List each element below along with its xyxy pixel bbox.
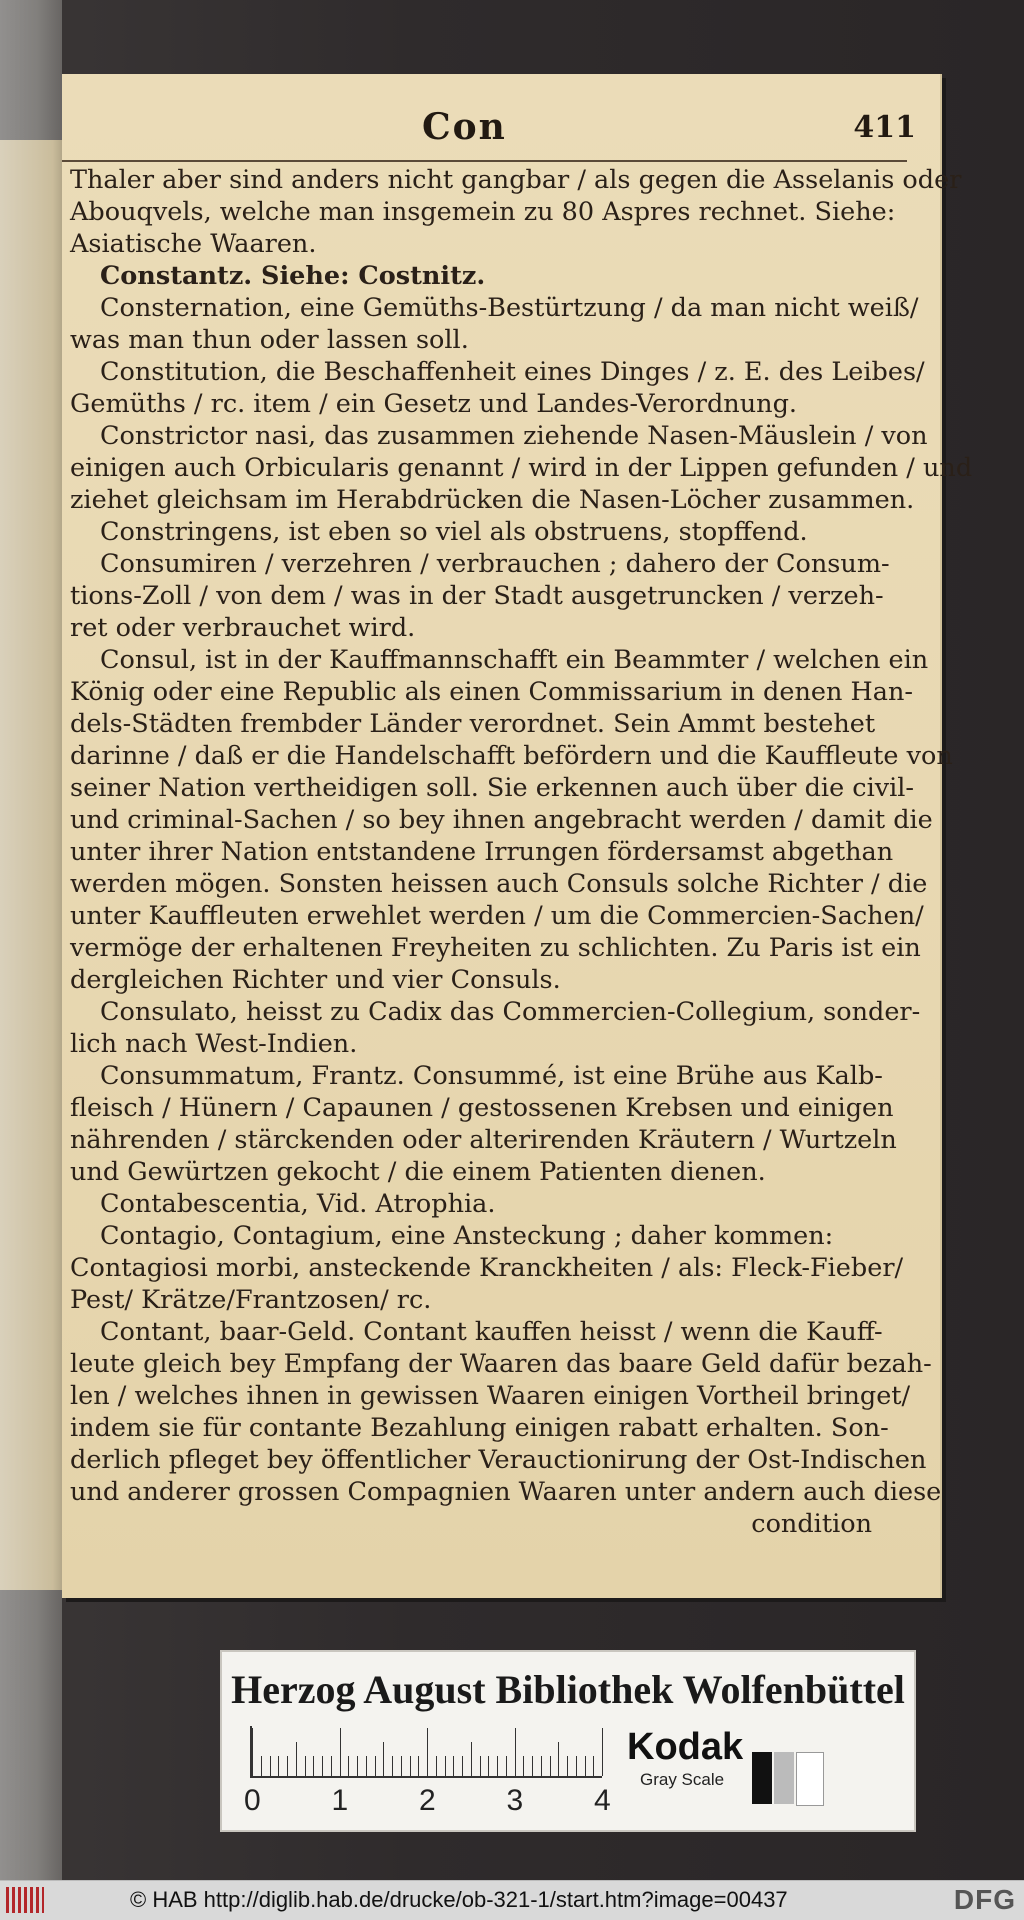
- ruler-tick: [296, 1742, 297, 1776]
- ruler-tick: [375, 1756, 376, 1776]
- text-line: Gemüths / rc. item / ein Gesetz und Landes-Verordnung.: [70, 389, 797, 419]
- text-line: unter ihrer Nation entstandene Irrungen fördersamst abgethan: [70, 837, 894, 867]
- book-page: [62, 74, 973, 1598]
- ruler-tick: [550, 1756, 551, 1776]
- text-line: ziehet gleichsam im Herabdrücken die Nasen-Löcher zusammen.: [70, 485, 915, 515]
- ruler-tick: [252, 1728, 253, 1776]
- text-line: Constringens, ist eben so viel als obstruens, stopffend.: [100, 517, 808, 547]
- text-line: Consummatum, Frantz. Consummé, ist eine Brühe aus Kalb-: [100, 1061, 883, 1091]
- text-line: ret oder verbrauchet wird.: [70, 613, 416, 643]
- text-line: Constantz. Siehe: Costnitz.: [100, 261, 486, 291]
- text-line: leute gleich bey Empfang der Waaren das baare Geld dafür bezah-: [70, 1349, 932, 1379]
- text-line: vermöge der erhaltenen Freyheiten zu schlichten. Zu Paris ist ein: [70, 933, 921, 963]
- ruler-number: 1: [331, 1784, 349, 1817]
- ruler-tick: [480, 1756, 481, 1776]
- ruler-tick: [532, 1756, 533, 1776]
- ruler-number: 3: [506, 1784, 524, 1817]
- ruler-tick: [278, 1756, 279, 1776]
- text-line: und criminal-Sachen / so bey ihnen angebracht werden / damit die: [70, 805, 933, 835]
- ruler-tick: [497, 1756, 498, 1776]
- ruler-tick: [392, 1756, 393, 1776]
- text-line: und Gewürtzen gekocht / die einem Patienten dienen.: [70, 1157, 766, 1187]
- text-line: indem sie für contante Bezahlung einigen rabatt erhalten. Son-: [70, 1413, 889, 1443]
- ruler-tick: [471, 1742, 472, 1776]
- text-line: König oder eine Republic als einen Commissarium in denen Han-: [70, 677, 913, 707]
- ruler-tick: [418, 1756, 419, 1776]
- ruler-tick: [340, 1728, 341, 1776]
- ruler-tick: [270, 1756, 271, 1776]
- text-line: Contabescentia, Vid. Atrophia.: [100, 1189, 496, 1219]
- dfg-logo: DFG: [953, 1884, 1016, 1915]
- ruler-tick: [427, 1728, 428, 1776]
- text-line: seiner Nation vertheidigen soll. Sie erkennen auch über die civil-: [70, 773, 915, 803]
- text-line: unter Kauffleuten erwehlet werden / um die Commercien-Sachen/: [70, 901, 924, 931]
- gray-swatch-black: [752, 1752, 772, 1804]
- ruler-tick: [523, 1756, 524, 1776]
- gray-scale-label: Gray Scale: [640, 1770, 725, 1789]
- ruler-number: 0: [244, 1784, 261, 1817]
- text-line: Contant, baar-Geld. Contant kauffen heisst / wenn die Kauff-: [100, 1317, 883, 1347]
- ruler-tick: [445, 1756, 446, 1776]
- ruler-tick: [331, 1756, 332, 1776]
- text-line: tions-Zoll / von dem / was in der Stadt ausgetruncken / verzeh-: [70, 581, 884, 611]
- text-line: Consumiren / verzehren / verbrauchen ; dahero der Consum-: [100, 549, 890, 579]
- text-line: condition: [751, 1509, 872, 1539]
- text-line: Consulato, heisst zu Cadix das Commercien-Collegium, sonder-: [100, 997, 921, 1027]
- ruler-tick: [567, 1756, 568, 1776]
- ruler-tick: [462, 1756, 463, 1776]
- text-line: fleisch / Hünern / Capaunen / gestossenen Krebsen und einigen: [70, 1093, 894, 1123]
- ruler-tick: [506, 1756, 507, 1776]
- text-line: Abouqvels, welche man insgemein zu 80 Aspres rechnet. Siehe:: [70, 197, 896, 227]
- running-head: Con: [422, 106, 507, 148]
- text-line: Pest/ Krätze/Frantzosen/ rc.: [70, 1285, 432, 1315]
- text-line: Constitution, die Beschaffenheit eines Dinges / z. E. des Leibes/: [100, 357, 925, 387]
- gray-swatch-mid: [774, 1752, 794, 1804]
- viewer-footer: [0, 1880, 1024, 1920]
- ruler-number: 4: [594, 1784, 611, 1817]
- ruler-labels: [244, 1784, 624, 1820]
- text-line: Thaler aber sind anders nicht gangbar / als gegen die Asselanis oder: [70, 165, 962, 195]
- text-line: Constrictor nasi, das zusammen ziehende Nasen-Mäuslein / von: [100, 421, 928, 451]
- ruler-tick: [348, 1756, 349, 1776]
- ruler-tick: [410, 1756, 411, 1776]
- header-rule: [62, 160, 907, 162]
- ruler-tick: [585, 1756, 586, 1776]
- ruler-tick: [576, 1756, 577, 1776]
- text-line: derlich pfleget bey öffentlicher Verauctionirung der Ost-Indischen: [70, 1445, 927, 1475]
- text-line: dels-Städten frembder Länder verordnet. Sein Ammt bestehet: [70, 709, 876, 739]
- copyright-link[interactable]: © HAB http://diglib.hab.de/drucke/ob-321-1/start.htm?image=00437: [130, 1887, 788, 1912]
- library-name: Herzog August Bibliothek Wolfenbüttel: [231, 1667, 905, 1712]
- text-line: darinne / daß er die Handelschafft befördern und die Kauffleute von: [70, 741, 953, 771]
- ruler-number: 2: [419, 1784, 436, 1817]
- text-line: dergleichen Richter und vier Consuls.: [70, 965, 561, 995]
- hab-logo-icon: [6, 1887, 44, 1913]
- text-line: lich nach West-Indien.: [70, 1029, 358, 1059]
- text-line: nährenden / stärckenden oder alterirenden Kräutern / Wurtzeln: [70, 1125, 897, 1155]
- ruler-tick: [515, 1728, 516, 1776]
- ruler-tick: [357, 1756, 358, 1776]
- ruler-tick: [558, 1742, 559, 1776]
- ruler-tick: [383, 1742, 384, 1776]
- page-number: 411: [853, 110, 916, 145]
- library-color-card: [220, 1650, 916, 1832]
- ruler-tick: [261, 1756, 262, 1776]
- ruler-tick: [488, 1756, 489, 1776]
- ruler-tick: [322, 1756, 323, 1776]
- ruler-tick: [313, 1756, 314, 1776]
- ruler-tick: [541, 1756, 542, 1776]
- text-line: werden mögen. Sonsten heissen auch Consuls solche Richter / die: [70, 869, 928, 899]
- text-line: was man thun oder lassen soll.: [70, 325, 469, 355]
- page-header: [62, 102, 940, 152]
- measurement-ruler: [250, 1726, 602, 1778]
- ruler-tick: [305, 1756, 306, 1776]
- ruler-tick: [602, 1728, 603, 1776]
- text-line: Contagio, Contagium, eine Ansteckung ; daher kommen:: [100, 1221, 834, 1251]
- text-line: Contagiosi morbi, ansteckende Kranckheiten / als: Fleck-Fieber/: [70, 1253, 904, 1283]
- text-line: len / welches ihnen in gewissen Waaren einigen Vortheil bringet/: [70, 1381, 911, 1411]
- ruler-tick: [401, 1756, 402, 1776]
- kodak-logo: Kodak: [627, 1726, 744, 1768]
- gray-swatch-white: [796, 1752, 824, 1806]
- ruler-tick: [453, 1756, 454, 1776]
- text-line: Consul, ist in der Kauffmannschafft ein Beammter / welchen ein: [100, 645, 929, 675]
- page-body-text: [70, 164, 973, 1540]
- adjacent-page-margin: [0, 140, 66, 1590]
- text-line: einigen auch Orbicularis genannt / wird in der Lippen gefunden / und: [70, 453, 973, 483]
- ruler-tick: [366, 1756, 367, 1776]
- text-line: und anderer grossen Compagnien Waaren unter andern auch diese: [70, 1477, 942, 1507]
- ruler-tick: [593, 1756, 594, 1776]
- ruler-tick: [436, 1756, 437, 1776]
- text-line: Consternation, eine Gemüths-Bestürtzung / da man nicht weiß/: [100, 293, 919, 323]
- text-line: Asiatische Waaren.: [70, 229, 317, 259]
- ruler-tick: [287, 1756, 288, 1776]
